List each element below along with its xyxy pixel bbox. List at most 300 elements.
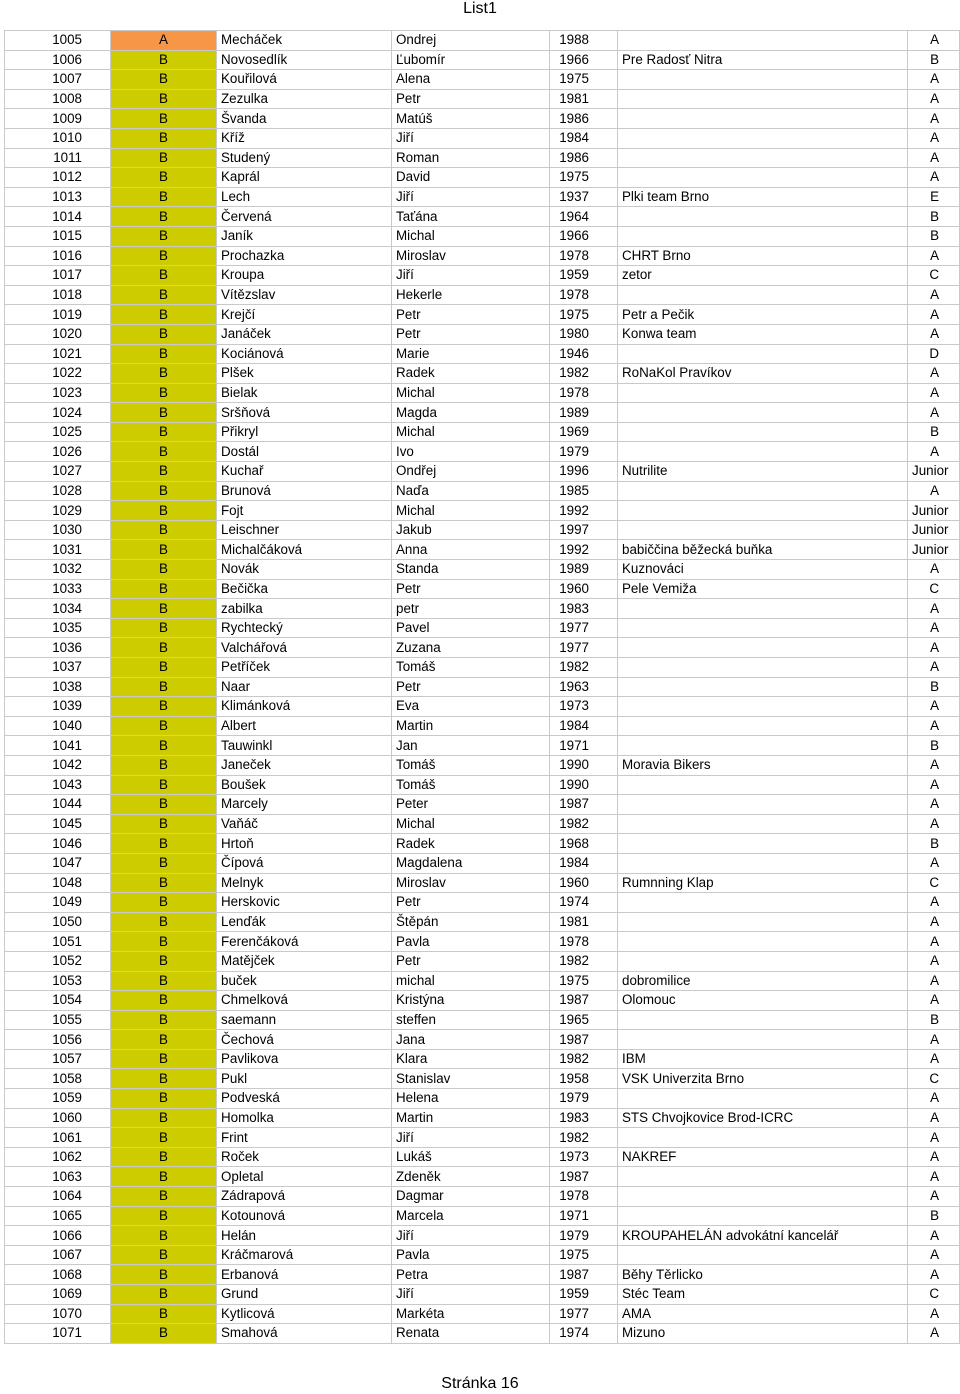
team-cell[interactable]: STS Chvojkovice Brod-ICRC (618, 1108, 908, 1128)
row-number-cell[interactable]: 1009 (5, 109, 111, 129)
surname-cell[interactable]: Sršňová (217, 403, 392, 423)
category-cell[interactable]: B (111, 912, 217, 932)
class-cell[interactable]: A (908, 1147, 960, 1167)
class-cell[interactable]: A (908, 383, 960, 403)
row-number-cell[interactable]: 1029 (5, 501, 111, 521)
firstname-cell[interactable]: Michal (392, 383, 550, 403)
surname-cell[interactable]: Klimánková (217, 697, 392, 717)
birth-year-cell[interactable]: 1980 (550, 324, 618, 344)
row-number-cell[interactable]: 1014 (5, 207, 111, 227)
class-cell[interactable]: A (908, 1128, 960, 1148)
team-cell[interactable] (618, 893, 908, 913)
category-cell[interactable]: B (111, 89, 217, 109)
category-cell[interactable]: B (111, 520, 217, 540)
firstname-cell[interactable]: Radek (392, 364, 550, 384)
class-cell[interactable]: Junior (908, 501, 960, 521)
row-number-cell[interactable]: 1038 (5, 677, 111, 697)
row-number-cell[interactable]: 1051 (5, 932, 111, 952)
row-number-cell[interactable]: 1037 (5, 658, 111, 678)
surname-cell[interactable]: Novosedlík (217, 50, 392, 70)
firstname-cell[interactable]: Jiří (392, 187, 550, 207)
birth-year-cell[interactable]: 1969 (550, 422, 618, 442)
class-cell[interactable]: A (908, 560, 960, 580)
class-cell[interactable]: A (908, 1167, 960, 1187)
team-cell[interactable] (618, 31, 908, 51)
row-number-cell[interactable]: 1013 (5, 187, 111, 207)
firstname-cell[interactable]: Standa (392, 560, 550, 580)
surname-cell[interactable]: Ferenčáková (217, 932, 392, 952)
birth-year-cell[interactable]: 1965 (550, 1010, 618, 1030)
birth-year-cell[interactable]: 1981 (550, 89, 618, 109)
team-cell[interactable]: IBM (618, 1049, 908, 1069)
firstname-cell[interactable]: Matúš (392, 109, 550, 129)
surname-cell[interactable]: Podveská (217, 1089, 392, 1109)
row-number-cell[interactable]: 1036 (5, 638, 111, 658)
class-cell[interactable]: D (908, 344, 960, 364)
class-cell[interactable]: B (908, 207, 960, 227)
row-number-cell[interactable]: 1071 (5, 1324, 111, 1344)
team-cell[interactable]: Mizuno (618, 1324, 908, 1344)
firstname-cell[interactable]: Pavel (392, 618, 550, 638)
firstname-cell[interactable]: Jakub (392, 520, 550, 540)
class-cell[interactable]: A (908, 246, 960, 266)
row-number-cell[interactable]: 1016 (5, 246, 111, 266)
class-cell[interactable]: A (908, 1108, 960, 1128)
category-cell[interactable]: B (111, 814, 217, 834)
class-cell[interactable]: A (908, 1324, 960, 1344)
firstname-cell[interactable]: Zuzana (392, 638, 550, 658)
row-number-cell[interactable]: 1060 (5, 1108, 111, 1128)
birth-year-cell[interactable]: 1963 (550, 677, 618, 697)
surname-cell[interactable]: Bielak (217, 383, 392, 403)
surname-cell[interactable]: Kuchař (217, 462, 392, 482)
row-number-cell[interactable]: 1045 (5, 814, 111, 834)
category-cell[interactable]: B (111, 1245, 217, 1265)
team-cell[interactable] (618, 501, 908, 521)
category-cell[interactable]: B (111, 324, 217, 344)
row-number-cell[interactable]: 1018 (5, 285, 111, 305)
class-cell[interactable]: A (908, 442, 960, 462)
team-cell[interactable] (618, 344, 908, 364)
firstname-cell[interactable]: Petr (392, 89, 550, 109)
row-number-cell[interactable]: 1066 (5, 1226, 111, 1246)
team-cell[interactable] (618, 70, 908, 90)
birth-year-cell[interactable]: 1978 (550, 1187, 618, 1207)
team-cell[interactable] (618, 814, 908, 834)
team-cell[interactable]: CHRT Brno (618, 246, 908, 266)
class-cell[interactable]: A (908, 305, 960, 325)
class-cell[interactable]: B (908, 834, 960, 854)
surname-cell[interactable]: Leischner (217, 520, 392, 540)
category-cell[interactable]: B (111, 834, 217, 854)
surname-cell[interactable]: buček (217, 971, 392, 991)
surname-cell[interactable]: zabilka (217, 599, 392, 619)
category-cell[interactable]: B (111, 1265, 217, 1285)
row-number-cell[interactable]: 1065 (5, 1206, 111, 1226)
category-cell[interactable]: B (111, 736, 217, 756)
firstname-cell[interactable]: Petr (392, 579, 550, 599)
class-cell[interactable]: B (908, 1206, 960, 1226)
class-cell[interactable]: A (908, 70, 960, 90)
birth-year-cell[interactable]: 1986 (550, 109, 618, 129)
row-number-cell[interactable]: 1008 (5, 89, 111, 109)
row-number-cell[interactable]: 1070 (5, 1304, 111, 1324)
team-cell[interactable] (618, 128, 908, 148)
class-cell[interactable]: A (908, 89, 960, 109)
firstname-cell[interactable]: Martin (392, 1108, 550, 1128)
row-number-cell[interactable]: 1022 (5, 364, 111, 384)
birth-year-cell[interactable]: 1937 (550, 187, 618, 207)
firstname-cell[interactable]: Ondrej (392, 31, 550, 51)
row-number-cell[interactable]: 1044 (5, 795, 111, 815)
class-cell[interactable]: A (908, 1245, 960, 1265)
team-cell[interactable]: Rumnning Klap (618, 873, 908, 893)
surname-cell[interactable]: Kříž (217, 128, 392, 148)
row-number-cell[interactable]: 1024 (5, 403, 111, 423)
birth-year-cell[interactable]: 1977 (550, 618, 618, 638)
row-number-cell[interactable]: 1011 (5, 148, 111, 168)
class-cell[interactable]: B (908, 50, 960, 70)
surname-cell[interactable]: Janáček (217, 324, 392, 344)
class-cell[interactable]: A (908, 814, 960, 834)
team-cell[interactable] (618, 1206, 908, 1226)
firstname-cell[interactable]: Petr (392, 305, 550, 325)
firstname-cell[interactable]: Kristýna (392, 991, 550, 1011)
birth-year-cell[interactable]: 1985 (550, 481, 618, 501)
firstname-cell[interactable]: Miroslav (392, 873, 550, 893)
row-number-cell[interactable]: 1062 (5, 1147, 111, 1167)
category-cell[interactable]: B (111, 1285, 217, 1305)
firstname-cell[interactable]: steffen (392, 1010, 550, 1030)
birth-year-cell[interactable]: 1974 (550, 1324, 618, 1344)
class-cell[interactable]: A (908, 364, 960, 384)
birth-year-cell[interactable]: 1946 (550, 344, 618, 364)
category-cell[interactable]: B (111, 1128, 217, 1148)
surname-cell[interactable]: Janík (217, 226, 392, 246)
team-cell[interactable]: Kuznováci (618, 560, 908, 580)
class-cell[interactable]: A (908, 1265, 960, 1285)
row-number-cell[interactable]: 1064 (5, 1187, 111, 1207)
surname-cell[interactable]: Marcely (217, 795, 392, 815)
birth-year-cell[interactable]: 1997 (550, 520, 618, 540)
class-cell[interactable]: A (908, 775, 960, 795)
birth-year-cell[interactable]: 1975 (550, 168, 618, 188)
birth-year-cell[interactable]: 1982 (550, 364, 618, 384)
surname-cell[interactable]: Boušek (217, 775, 392, 795)
category-cell[interactable]: B (111, 1226, 217, 1246)
class-cell[interactable]: A (908, 324, 960, 344)
team-cell[interactable] (618, 1089, 908, 1109)
team-cell[interactable] (618, 599, 908, 619)
row-number-cell[interactable]: 1035 (5, 618, 111, 638)
birth-year-cell[interactable]: 1982 (550, 814, 618, 834)
row-number-cell[interactable]: 1054 (5, 991, 111, 1011)
firstname-cell[interactable]: Helena (392, 1089, 550, 1109)
category-cell[interactable]: B (111, 1167, 217, 1187)
row-number-cell[interactable]: 1039 (5, 697, 111, 717)
surname-cell[interactable]: Kytlicová (217, 1304, 392, 1324)
surname-cell[interactable]: Mecháček (217, 31, 392, 51)
row-number-cell[interactable]: 1048 (5, 873, 111, 893)
team-cell[interactable] (618, 520, 908, 540)
birth-year-cell[interactable]: 1978 (550, 383, 618, 403)
surname-cell[interactable]: Herskovic (217, 893, 392, 913)
birth-year-cell[interactable]: 1964 (550, 207, 618, 227)
surname-cell[interactable]: Čechová (217, 1030, 392, 1050)
surname-cell[interactable]: Čípová (217, 853, 392, 873)
class-cell[interactable]: C (908, 873, 960, 893)
team-cell[interactable] (618, 1030, 908, 1050)
firstname-cell[interactable]: Petr (392, 324, 550, 344)
team-cell[interactable] (618, 951, 908, 971)
birth-year-cell[interactable]: 1975 (550, 305, 618, 325)
team-cell[interactable] (618, 89, 908, 109)
team-cell[interactable]: Konwa team (618, 324, 908, 344)
class-cell[interactable]: A (908, 912, 960, 932)
birth-year-cell[interactable]: 1986 (550, 148, 618, 168)
category-cell[interactable]: B (111, 168, 217, 188)
team-cell[interactable]: Pele Vemiža (618, 579, 908, 599)
category-cell[interactable]: B (111, 755, 217, 775)
surname-cell[interactable]: Novák (217, 560, 392, 580)
class-cell[interactable]: A (908, 893, 960, 913)
birth-year-cell[interactable]: 1979 (550, 1226, 618, 1246)
category-cell[interactable]: B (111, 266, 217, 286)
surname-cell[interactable]: Kaprál (217, 168, 392, 188)
row-number-cell[interactable]: 1052 (5, 951, 111, 971)
firstname-cell[interactable]: Petr (392, 893, 550, 913)
class-cell[interactable]: A (908, 1304, 960, 1324)
category-cell[interactable]: B (111, 148, 217, 168)
team-cell[interactable]: zetor (618, 266, 908, 286)
team-cell[interactable]: KROUPAHELÁN advokátní kancelář (618, 1226, 908, 1246)
team-cell[interactable]: Petr a Pečik (618, 305, 908, 325)
firstname-cell[interactable]: Taťána (392, 207, 550, 227)
birth-year-cell[interactable]: 1996 (550, 462, 618, 482)
surname-cell[interactable]: Kroupa (217, 266, 392, 286)
surname-cell[interactable]: Kouřilová (217, 70, 392, 90)
birth-year-cell[interactable]: 1975 (550, 971, 618, 991)
category-cell[interactable]: B (111, 481, 217, 501)
category-cell[interactable]: B (111, 1089, 217, 1109)
class-cell[interactable]: B (908, 1010, 960, 1030)
surname-cell[interactable]: Hrtoň (217, 834, 392, 854)
surname-cell[interactable]: Prochazka (217, 246, 392, 266)
team-cell[interactable] (618, 1245, 908, 1265)
firstname-cell[interactable]: Jiří (392, 1226, 550, 1246)
team-cell[interactable]: NAKREF (618, 1147, 908, 1167)
category-cell[interactable]: B (111, 50, 217, 70)
firstname-cell[interactable]: Anna (392, 540, 550, 560)
birth-year-cell[interactable]: 1984 (550, 128, 618, 148)
birth-year-cell[interactable]: 1959 (550, 266, 618, 286)
birth-year-cell[interactable]: 1966 (550, 226, 618, 246)
row-number-cell[interactable]: 1005 (5, 31, 111, 51)
row-number-cell[interactable]: 1012 (5, 168, 111, 188)
class-cell[interactable]: B (908, 226, 960, 246)
team-cell[interactable] (618, 795, 908, 815)
class-cell[interactable]: A (908, 795, 960, 815)
firstname-cell[interactable]: Markéta (392, 1304, 550, 1324)
team-cell[interactable] (618, 226, 908, 246)
category-cell[interactable]: B (111, 1206, 217, 1226)
category-cell[interactable]: B (111, 462, 217, 482)
firstname-cell[interactable]: Petra (392, 1265, 550, 1285)
birth-year-cell[interactable]: 1979 (550, 442, 618, 462)
class-cell[interactable]: E (908, 187, 960, 207)
category-cell[interactable]: B (111, 1108, 217, 1128)
surname-cell[interactable]: Smahová (217, 1324, 392, 1344)
row-number-cell[interactable]: 1033 (5, 579, 111, 599)
team-cell[interactable]: AMA (618, 1304, 908, 1324)
category-cell[interactable]: B (111, 344, 217, 364)
firstname-cell[interactable]: Miroslav (392, 246, 550, 266)
team-cell[interactable] (618, 736, 908, 756)
team-cell[interactable] (618, 1187, 908, 1207)
row-number-cell[interactable]: 1063 (5, 1167, 111, 1187)
firstname-cell[interactable]: petr (392, 599, 550, 619)
surname-cell[interactable]: Roček (217, 1147, 392, 1167)
row-number-cell[interactable]: 1059 (5, 1089, 111, 1109)
surname-cell[interactable]: Matějček (217, 951, 392, 971)
row-number-cell[interactable]: 1021 (5, 344, 111, 364)
category-cell[interactable]: B (111, 1324, 217, 1344)
team-cell[interactable]: Pre Radosť Nitra (618, 50, 908, 70)
team-cell[interactable] (618, 383, 908, 403)
firstname-cell[interactable]: Roman (392, 148, 550, 168)
category-cell[interactable]: B (111, 383, 217, 403)
category-cell[interactable]: B (111, 70, 217, 90)
firstname-cell[interactable]: Tomáš (392, 658, 550, 678)
firstname-cell[interactable]: Klara (392, 1049, 550, 1069)
birth-year-cell[interactable]: 1987 (550, 1167, 618, 1187)
category-cell[interactable]: B (111, 285, 217, 305)
firstname-cell[interactable]: Magda (392, 403, 550, 423)
team-cell[interactable] (618, 168, 908, 188)
firstname-cell[interactable]: Zdeněk (392, 1167, 550, 1187)
surname-cell[interactable]: Bečička (217, 579, 392, 599)
category-cell[interactable]: B (111, 658, 217, 678)
surname-cell[interactable]: Plšek (217, 364, 392, 384)
birth-year-cell[interactable]: 1977 (550, 638, 618, 658)
row-number-cell[interactable]: 1042 (5, 755, 111, 775)
category-cell[interactable]: B (111, 560, 217, 580)
team-cell[interactable] (618, 442, 908, 462)
category-cell[interactable]: B (111, 1147, 217, 1167)
category-cell[interactable]: B (111, 893, 217, 913)
class-cell[interactable]: A (908, 697, 960, 717)
category-cell[interactable]: B (111, 1304, 217, 1324)
firstname-cell[interactable]: Jiří (392, 266, 550, 286)
surname-cell[interactable]: Homolka (217, 1108, 392, 1128)
row-number-cell[interactable]: 1046 (5, 834, 111, 854)
class-cell[interactable]: A (908, 285, 960, 305)
firstname-cell[interactable]: Michal (392, 501, 550, 521)
category-cell[interactable]: B (111, 677, 217, 697)
row-number-cell[interactable]: 1068 (5, 1265, 111, 1285)
surname-cell[interactable]: Pukl (217, 1069, 392, 1089)
surname-cell[interactable]: Petříček (217, 658, 392, 678)
class-cell[interactable]: B (908, 736, 960, 756)
team-cell[interactable] (618, 1167, 908, 1187)
team-cell[interactable] (618, 834, 908, 854)
firstname-cell[interactable]: Naďa (392, 481, 550, 501)
birth-year-cell[interactable]: 1973 (550, 697, 618, 717)
surname-cell[interactable]: Helán (217, 1226, 392, 1246)
category-cell[interactable]: B (111, 775, 217, 795)
team-cell[interactable]: babiččina běžecká buňka (618, 540, 908, 560)
firstname-cell[interactable]: Radek (392, 834, 550, 854)
class-cell[interactable]: A (908, 658, 960, 678)
row-number-cell[interactable]: 1017 (5, 266, 111, 286)
class-cell[interactable]: A (908, 991, 960, 1011)
category-cell[interactable]: B (111, 853, 217, 873)
firstname-cell[interactable]: Michal (392, 422, 550, 442)
row-number-cell[interactable]: 1007 (5, 70, 111, 90)
surname-cell[interactable]: Krejčí (217, 305, 392, 325)
surname-cell[interactable]: Janeček (217, 755, 392, 775)
surname-cell[interactable]: Rychtecký (217, 618, 392, 638)
surname-cell[interactable]: Melnyk (217, 873, 392, 893)
row-number-cell[interactable]: 1032 (5, 560, 111, 580)
surname-cell[interactable]: Tauwinkl (217, 736, 392, 756)
category-cell[interactable]: B (111, 873, 217, 893)
surname-cell[interactable]: Albert (217, 716, 392, 736)
team-cell[interactable] (618, 697, 908, 717)
birth-year-cell[interactable]: 1988 (550, 31, 618, 51)
surname-cell[interactable]: Vítězslav (217, 285, 392, 305)
row-number-cell[interactable]: 1025 (5, 422, 111, 442)
birth-year-cell[interactable]: 1959 (550, 1285, 618, 1305)
class-cell[interactable]: A (908, 1030, 960, 1050)
firstname-cell[interactable]: Jiří (392, 1285, 550, 1305)
row-number-cell[interactable]: 1055 (5, 1010, 111, 1030)
class-cell[interactable]: Junior (908, 462, 960, 482)
surname-cell[interactable]: Michalčáková (217, 540, 392, 560)
birth-year-cell[interactable]: 1987 (550, 795, 618, 815)
category-cell[interactable]: B (111, 991, 217, 1011)
category-cell[interactable]: B (111, 109, 217, 129)
row-number-cell[interactable]: 1027 (5, 462, 111, 482)
firstname-cell[interactable]: Ivo (392, 442, 550, 462)
class-cell[interactable]: A (908, 1049, 960, 1069)
team-cell[interactable]: Olomouc (618, 991, 908, 1011)
firstname-cell[interactable]: Renata (392, 1324, 550, 1344)
class-cell[interactable]: A (908, 1089, 960, 1109)
firstname-cell[interactable]: Tomáš (392, 755, 550, 775)
birth-year-cell[interactable]: 1992 (550, 501, 618, 521)
class-cell[interactable]: Junior (908, 520, 960, 540)
category-cell[interactable]: B (111, 579, 217, 599)
category-cell[interactable]: B (111, 618, 217, 638)
category-cell[interactable]: B (111, 226, 217, 246)
category-cell[interactable]: B (111, 1069, 217, 1089)
row-number-cell[interactable]: 1058 (5, 1069, 111, 1089)
class-cell[interactable]: C (908, 1069, 960, 1089)
surname-cell[interactable]: Erbanová (217, 1265, 392, 1285)
class-cell[interactable]: A (908, 1187, 960, 1207)
firstname-cell[interactable]: Jiří (392, 1128, 550, 1148)
row-number-cell[interactable]: 1047 (5, 853, 111, 873)
surname-cell[interactable]: Studený (217, 148, 392, 168)
category-cell[interactable]: B (111, 795, 217, 815)
team-cell[interactable] (618, 148, 908, 168)
class-cell[interactable]: A (908, 755, 960, 775)
birth-year-cell[interactable]: 1992 (550, 540, 618, 560)
row-number-cell[interactable]: 1040 (5, 716, 111, 736)
class-cell[interactable]: A (908, 31, 960, 51)
category-cell[interactable]: B (111, 599, 217, 619)
